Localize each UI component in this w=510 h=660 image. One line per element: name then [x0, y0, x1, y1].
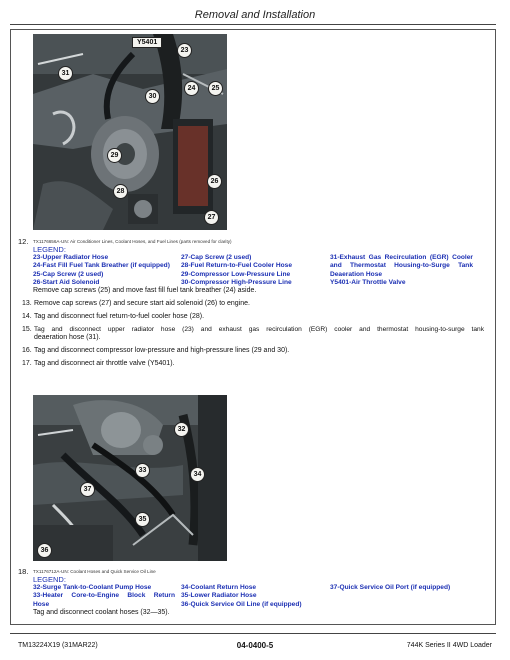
callout-29: 29 [107, 148, 122, 163]
legend-item-31-line3: Deaeration Hose [330, 270, 383, 278]
callout-37: 37 [80, 482, 95, 497]
legend-item-32: 32-Surge Tank-to-Coolant Pump Hose [33, 584, 152, 591]
callout-34: 34 [190, 467, 205, 482]
step-16: 16. Tag and disconnect compressor low-pressure and high-pressure lines (29 and 30). [22, 346, 290, 354]
legend-item-36: 36-Quick Service Oil Line (if equipped) [181, 600, 302, 608]
legend-item-37: 37-Quick Service Oil Port (if equipped) [330, 584, 451, 591]
footer-rule [10, 633, 496, 634]
callout-31: 31 [58, 66, 73, 81]
legend-item-28: 28-Fuel Return-to-Fuel Cooler Hose [181, 262, 293, 270]
callout-23: 23 [177, 43, 192, 58]
legend-item-24: 24-Fast Fill Fuel Tank Breather (if equipped) [33, 262, 170, 270]
step-15: 15. Tag and disconnect upper radiator hose (23) and exhaust gas recirculation (EGR) cooler and thermostat housing-to-surge tank deaeration hose (31). [22, 325, 484, 342]
step-14: 14. Tag and disconnect fuel return-to-fuel cooler hose (28). [22, 312, 205, 320]
legend-item-31-line1: 31-Exhaust Gas Recirculation (EGR) Cooler [330, 254, 473, 261]
figure1-caption: TX1176656A-UN: Air Conditioner Lines, Coolant Hoses, and Fuel Lines (parts removed for clarity) [33, 239, 232, 244]
step-16-text: Tag and disconnect compressor low-pressure and high-pressure lines (29 and 30). [34, 346, 290, 354]
step-14-text: Tag and disconnect fuel return-to-fuel cooler hose (28). [34, 312, 205, 320]
header-rule [10, 24, 496, 25]
callout-30: 30 [145, 89, 160, 104]
step-17: 17. Tag and disconnect air throttle valve (Y5401). [22, 359, 175, 367]
legend-item-23: 23-Upper Radiator Hose [33, 254, 109, 261]
callout-33: 33 [135, 463, 150, 478]
step-17-text: Tag and disconnect air throttle valve (Y5401). [34, 359, 175, 367]
tag-y5401: Y5401 [132, 37, 162, 48]
step-number-12: 12. [18, 237, 29, 246]
callout-26: 26 [207, 174, 222, 189]
callout-25: 25 [208, 81, 223, 96]
callout-28: 28 [113, 184, 128, 199]
figure2-legend-title: LEGEND: [33, 575, 66, 584]
footer-model: 744K Series II 4WD Loader [406, 642, 492, 649]
legend-item-29: 29-Compressor Low-Pressure Line [181, 270, 291, 278]
step-15-text: Tag and disconnect upper radiator hose (23) and exhaust gas recirculation (EGR) cooler and thermostat housing-to-surge tank [34, 325, 484, 333]
legend-item-y5401: Y5401-Air Throttle Valve [330, 279, 406, 287]
engine-photo-1 [33, 34, 227, 230]
figure2-legend [33, 584, 473, 610]
page-header-title: Removal and Installation [194, 9, 316, 21]
figure1-instruction: Remove cap screws (25) and move fast fill fuel tank breather (24) aside. [33, 287, 257, 294]
callout-36: 36 [37, 543, 52, 558]
step-list [22, 300, 486, 373]
step-number-18: 18. [18, 567, 29, 576]
footer-doc-id: TM13224X19 (31MAR22) [18, 642, 98, 649]
step-13: 13. Remove cap screws (27) and secure start aid solenoid (26) to engine. [22, 300, 250, 307]
legend-item-30: 30-Compressor High-Pressure Line [181, 279, 292, 287]
footer-page-number: 04-0400-5 [236, 641, 274, 650]
figure1-legend [33, 254, 473, 290]
legend-item-35: 35-Lower Radiator Hose [181, 592, 257, 600]
callout-32: 32 [174, 422, 189, 437]
figure2-caption: TX1176712A-UN: Coolant Hoses and Quick Service Oil Line [33, 569, 156, 574]
legend-item-34: 34-Coolant Return Hose [181, 584, 257, 591]
engine-photo-1-art [33, 34, 227, 230]
legend-item-26: 26-Start Aid Solenoid [33, 279, 100, 287]
legend-item-31-line2: and Thermostat Housing-to-Surge Tank [330, 262, 473, 270]
legend-item-33-line2: Hose [33, 600, 50, 608]
legend-item-25: 25-Cap Screw (2 used) [33, 270, 104, 278]
step-15-text-cont: deaeration hose (31). [34, 334, 101, 342]
engine-photo-2 [33, 395, 227, 561]
callout-24: 24 [184, 81, 199, 96]
callout-27: 27 [204, 210, 219, 225]
figure2-instruction: Tag and disconnect coolant hoses (32—35). [33, 609, 170, 616]
callout-35: 35 [135, 512, 150, 527]
legend-item-33-line1: 33-Heater Core-to-Engine Block Return [33, 592, 175, 600]
figure1-legend-title: LEGEND: [33, 245, 66, 254]
legend-item-27: 27-Cap Screw (2 used) [181, 254, 252, 261]
step-13-text: Remove cap screws (27) and secure start aid solenoid (26) to engine. [34, 300, 250, 307]
